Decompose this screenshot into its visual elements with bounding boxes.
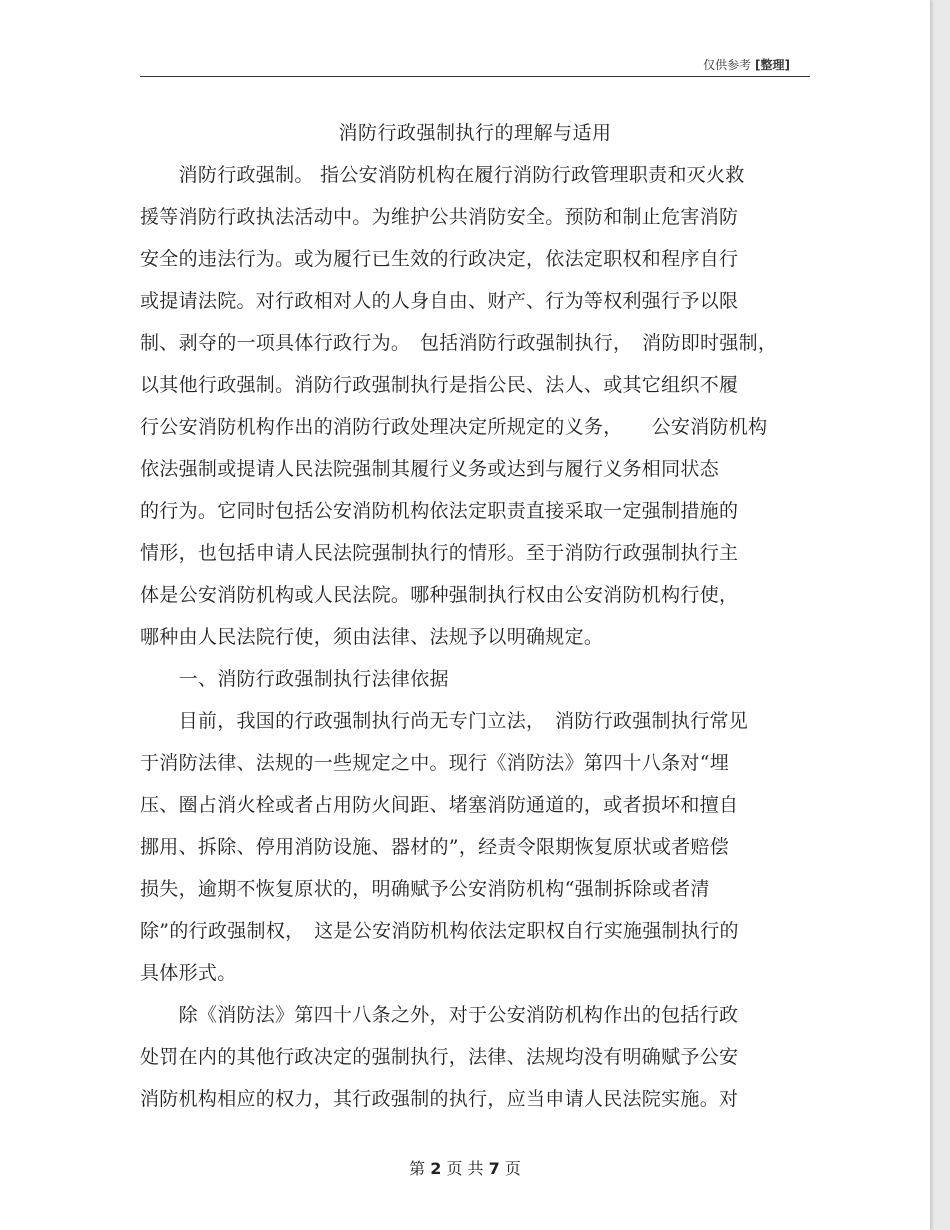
body-line: 的行为。它同时包括公安消防机构依法定职责直接采取一定强制措施的: [140, 500, 739, 522]
body-line: 具体形式。: [140, 962, 237, 984]
header-tag: [整理]: [755, 58, 790, 72]
body-line: 压、圈占消火栓或者占用防火间距、堵塞消防通道的，或者损坏和擅自: [140, 794, 739, 816]
header-note: [703, 56, 790, 73]
footer-middle: 页 共: [446, 1159, 484, 1178]
body-line: 安全的违法行为。或为履行已生效的行政决定，依法定职权和程序自行: [140, 248, 739, 270]
body-line: 援等消防行政执法活动中。为维护公共消防安全。预防和制止危害消防: [140, 206, 739, 228]
header-note-text: 仅供参考: [703, 58, 752, 72]
document-title: 消防行政强制执行的理解与适用: [338, 122, 612, 144]
body-line: 体是公安消防机构或人民法院。哪种强制执行权由公安消防机构行使，: [140, 584, 739, 606]
footer-prefix: 第: [409, 1159, 426, 1178]
body-line: 哪种由人民法院行使，须由法律、法规予以明确规定。: [140, 626, 604, 648]
body-line: 损失，逾期不恢复原状的，明确赋予公安消防机构“强制拆除或者清: [140, 878, 710, 900]
body-line: 或提请法院。对行政相对人的人身自由、财产、行为等权利强行予以限: [140, 290, 739, 312]
body-line: 目前，我国的行政强制执行尚无专门立法， 消防行政强制执行常见: [140, 710, 749, 732]
body-line: 行公安消防机构作出的消防行政处理决定所规定的义务， 公安消防机构: [140, 416, 768, 438]
footer-suffix: 页: [504, 1159, 521, 1178]
body-line: 以其他行政强制。消防行政强制执行是指公民、法人、或其它组织不履: [140, 374, 739, 396]
footer-page-number: 2: [430, 1159, 442, 1178]
body-line: 处罚在内的其他行政决定的强制执行，法律、法规均没有明确赋予公安: [140, 1046, 739, 1068]
footer-total-pages: 7: [488, 1159, 500, 1178]
body-line: 除”的行政强制权， 这是公安消防机构依法定职权自行实施强制执行的: [140, 920, 739, 942]
body-line: 依法强制或提请人民法院强制其履行义务或达到与履行义务相同状态: [140, 458, 720, 480]
body-line: 消防机构相应的权力，其行政强制的执行，应当申请人民法院实施。对: [140, 1088, 739, 1110]
page-footer: [0, 1156, 930, 1179]
body-line: 挪用、拆除、停用消防设施、器材的”，经责令限期恢复原状或者赔偿: [140, 836, 730, 858]
body-line: 制、剥夺的一项具体行政行为。 包括消防行政强制执行， 消防即时强制，: [140, 332, 778, 354]
body-line: 消防行政强制。 指公安消防机构在履行消防行政管理职责和灭火救: [140, 164, 745, 186]
body-line: 情形，也包括申请人民法院强制执行的情形。至于消防行政强制执行主: [140, 542, 739, 564]
body-line: 除《消防法》第四十八条之外，对于公安消防机构作出的包括行政: [140, 1004, 739, 1026]
body-line: 一、消防行政强制执行法律依据: [140, 668, 449, 690]
header-divider: [140, 76, 810, 77]
body-line: 于消防法律、法规的一些规定之中。现行《消防法》第四十八条对“埋: [140, 752, 730, 774]
